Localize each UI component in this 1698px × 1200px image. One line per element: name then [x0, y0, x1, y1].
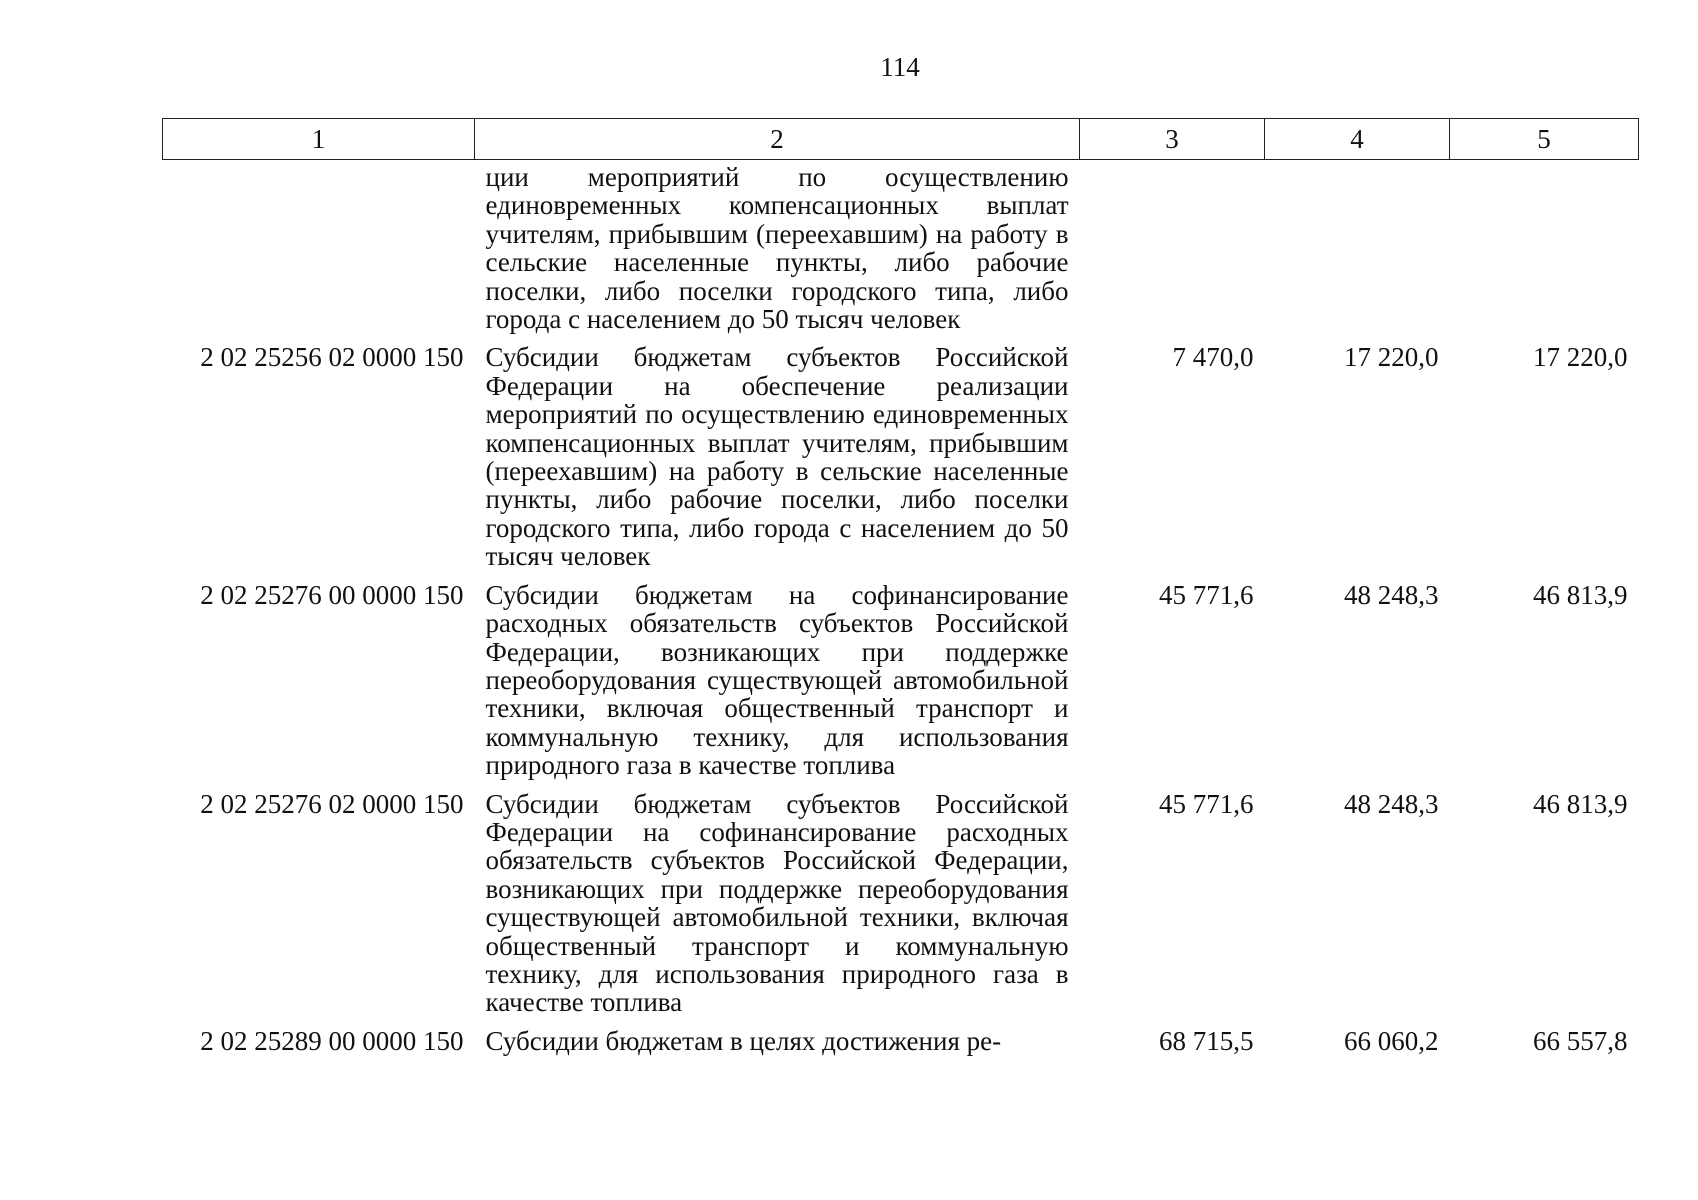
amount-col-4: 48 248,3: [1344, 579, 1439, 610]
amount-col-5: 17 220,0: [1533, 342, 1628, 373]
amount-col-3: 68 715,5: [1159, 1025, 1254, 1056]
column-header-2: 2: [475, 119, 1080, 160]
amount-col-4: [1265, 160, 1450, 344]
amount-col-4: 17 220,0: [1344, 342, 1439, 373]
amount-col-3: 45 771,6: [1159, 788, 1254, 819]
table-header: [163, 119, 1639, 160]
column-header-5: 5: [1450, 119, 1639, 160]
budget-item-name: Субсидии бюджетам в целях достижения ре-: [485, 1025, 1002, 1056]
budget-code: 2 02 25276 00 0000 150: [200, 579, 464, 610]
table-row: [163, 581, 1639, 790]
amount-col-5: 46 813,9: [1533, 579, 1628, 610]
amount-col-4: 66 060,2: [1344, 1025, 1439, 1056]
budget-table: [162, 118, 1639, 1065]
budget-item-name: ции мероприятий по осуществлению единовременных компенсационных выплат учителям, прибывшим (переехавшим) на работу в сельские населенные пункты, либо рабочие поселки, либо поселки городского типа, либо города с населением до 50 тысяч человек: [485, 162, 1069, 335]
budget-item-name: Субсидии бюджетам субъектов Российской Федерации на софинансирование расходных обязательств субъектов Российской Федерации, возникающих при поддержке переоборудования существующей автомобильной техники, включая общественный транспорт и коммунальную технику, для использования природного газа в качестве топлива: [485, 788, 1069, 1018]
amount-col-3: [1080, 160, 1265, 344]
budget-code: [163, 160, 475, 344]
amount-col-5: 46 813,9: [1533, 788, 1628, 819]
table-body: [163, 160, 1639, 1066]
column-header-1: 1: [163, 119, 475, 160]
column-header-3: 3: [1080, 119, 1265, 160]
table-row: [163, 160, 1639, 344]
amount-col-4: 48 248,3: [1344, 788, 1439, 819]
budget-item-name: Субсидии бюджетам субъектов Российской Федерации на обеспечение реализации мероприятий по осуществлению единовременных компенсационных выплат учителям, прибывшим (переехавшим) на работу в сельские населенные пункты, либо рабочие поселки, либо поселки городского типа, либо города с населением до 50 тысяч человек: [485, 342, 1069, 572]
budget-code: 2 02 25276 02 0000 150: [200, 788, 464, 819]
amount-col-5: [1450, 160, 1639, 344]
table-row: [163, 790, 1639, 1027]
page-number: 114: [880, 52, 920, 82]
budget-item-name: Субсидии бюджетам на софинансирование расходных обязательств субъектов Российской Федерации, возникающих при поддержке переоборудования существующей автомобильной техники, включая общественный транспорт и коммунальную технику, для использования природного газа в качестве топлива: [485, 579, 1069, 781]
header-row: [163, 119, 1639, 160]
column-header-4: 4: [1265, 119, 1450, 160]
amount-col-3: 7 470,0: [1172, 342, 1254, 373]
table-row: [163, 343, 1639, 580]
amount-col-3: 45 771,6: [1159, 579, 1254, 610]
table-row: [163, 1027, 1639, 1065]
budget-code: 2 02 25289 00 0000 150: [200, 1025, 464, 1056]
amount-col-5: 66 557,8: [1533, 1025, 1628, 1056]
budget-code: 2 02 25256 02 0000 150: [200, 342, 464, 373]
